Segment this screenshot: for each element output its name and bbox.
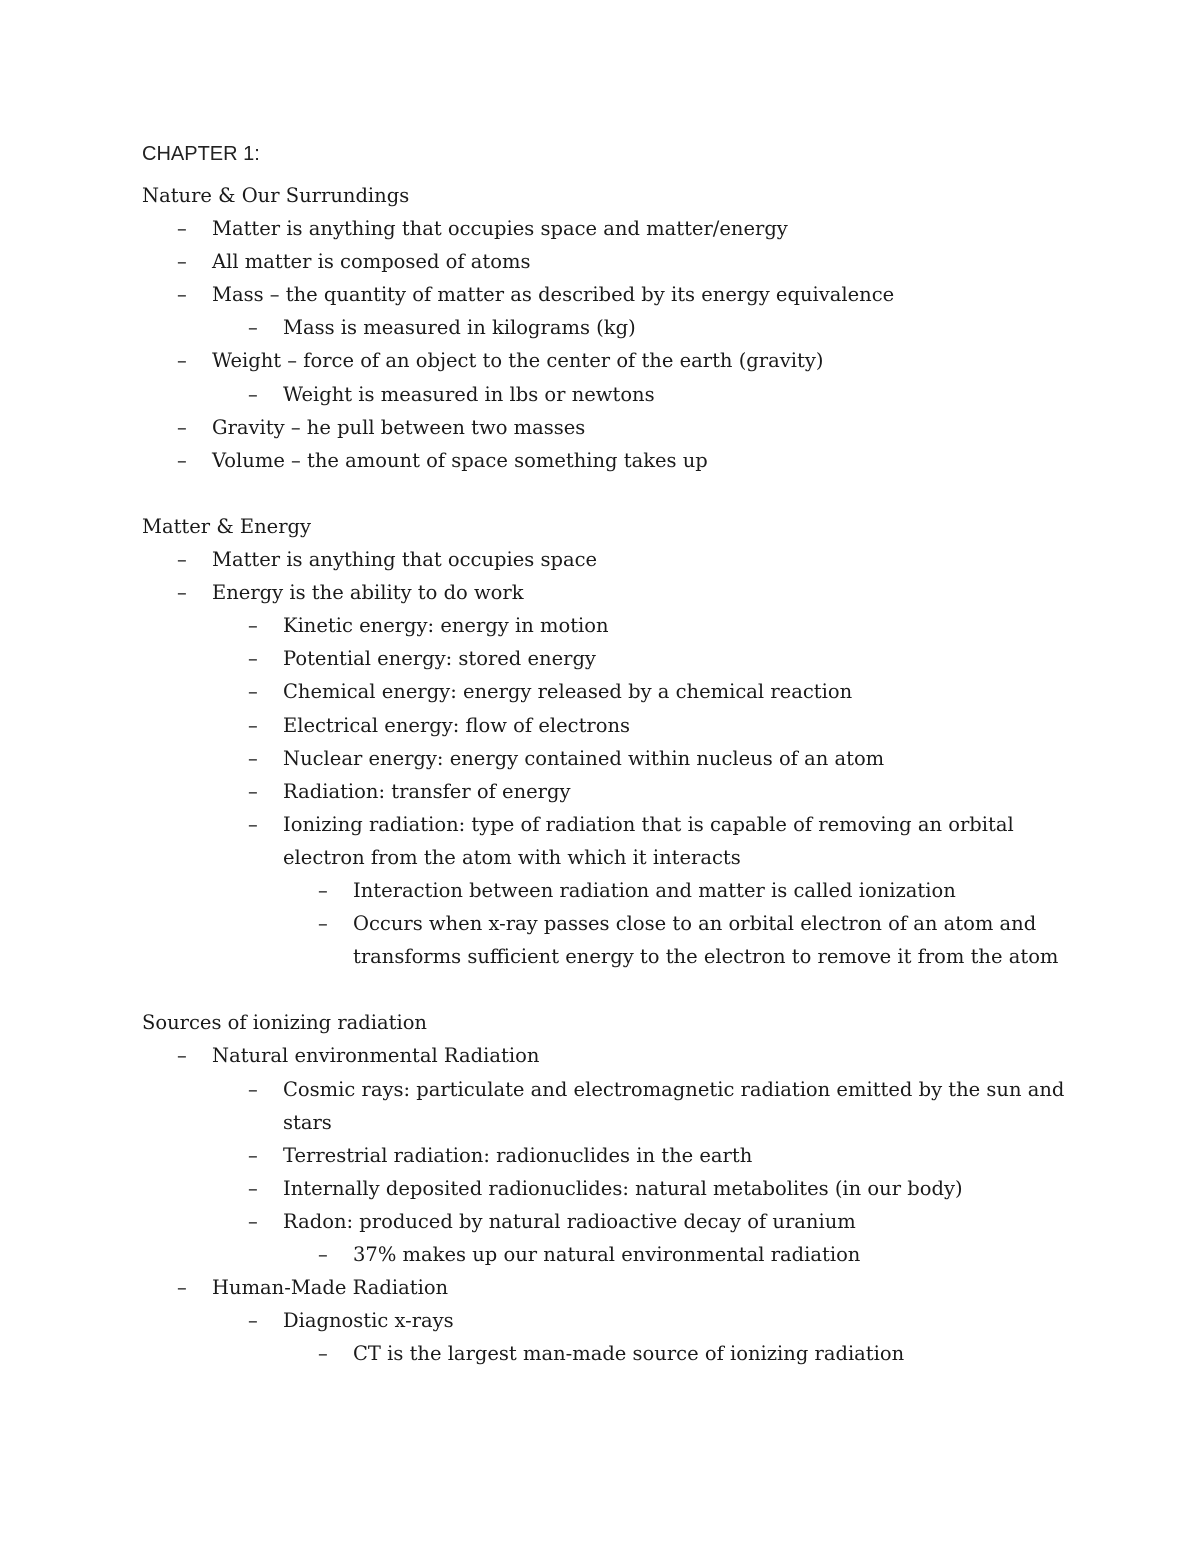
section-spacer	[142, 973, 1082, 1006]
dash-bullet-icon: –	[248, 1143, 258, 1167]
bullet-item	[142, 675, 1082, 708]
notes-section	[142, 510, 1082, 973]
bullet-text: Gravity – he pull between two masses	[212, 415, 586, 439]
dash-bullet-icon: –	[248, 614, 258, 638]
dash-bullet-icon: –	[177, 448, 187, 472]
bullet-item	[142, 411, 1082, 444]
dash-bullet-icon: –	[248, 1309, 258, 1333]
bullet-item	[142, 344, 1082, 377]
bullet-item	[142, 311, 1082, 344]
bullet-text: Matter is anything that occupies space	[212, 548, 598, 572]
notes-content	[142, 179, 1082, 1370]
dash-bullet-icon: –	[177, 217, 187, 241]
dash-bullet-icon: –	[318, 1243, 328, 1266]
dash-bullet-icon: –	[318, 1342, 328, 1366]
bullet-text: Natural environmental Radiation	[212, 1044, 540, 1068]
notes-section	[142, 179, 1082, 477]
bullet-item	[142, 212, 1082, 245]
bullet-text: Chemical energy: energy released by a chemical reaction	[283, 680, 853, 704]
bullet-text: CT is the largest man-made source of ionizing radiation	[353, 1342, 905, 1366]
dash-bullet-icon: –	[248, 812, 258, 836]
dash-bullet-icon: –	[177, 1044, 187, 1068]
bullet-item	[142, 709, 1082, 742]
bullet-item	[142, 642, 1082, 675]
dash-bullet-icon: –	[248, 779, 258, 803]
bullet-text: 37% makes up our natural environmental radiation	[353, 1243, 861, 1266]
dash-bullet-icon: –	[177, 548, 187, 572]
dash-bullet-icon: –	[177, 581, 187, 605]
dash-bullet-icon: –	[318, 878, 328, 902]
bullet-item	[142, 1304, 1082, 1337]
dash-bullet-icon: –	[248, 1209, 258, 1233]
dash-bullet-icon: –	[248, 746, 258, 770]
bullet-item	[142, 907, 1082, 973]
bullet-text: Weight is measured in lbs or newtons	[283, 382, 655, 406]
bullet-item	[142, 742, 1082, 775]
dash-bullet-icon: –	[248, 316, 258, 340]
dash-bullet-icon: –	[177, 283, 187, 307]
bullet-text: Internally deposited radionuclides: natural metabolites (in our body)	[283, 1176, 963, 1200]
dash-bullet-icon: –	[248, 647, 258, 671]
bullet-item	[142, 1139, 1082, 1172]
dash-bullet-icon: –	[248, 1077, 258, 1101]
bullet-item	[142, 1039, 1082, 1072]
bullet-item	[142, 808, 1082, 874]
bullet-item	[142, 576, 1082, 609]
bullet-text: All matter is composed of atoms	[212, 250, 531, 274]
bullet-text: Diagnostic x-rays	[283, 1309, 454, 1333]
dash-bullet-icon: –	[177, 415, 187, 439]
bullet-item	[142, 1073, 1082, 1139]
bullet-text: Human-Made Radiation	[212, 1276, 449, 1300]
section-heading: Nature & Our Surrundings	[142, 184, 410, 207]
bullet-item	[142, 278, 1082, 311]
section-spacer	[142, 477, 1082, 510]
bullet-item	[142, 1271, 1082, 1304]
bullet-item	[142, 775, 1082, 808]
bullet-text: Occurs when x-ray passes close to an orbital electron of an atom and transforms sufficient energy to the electron to remove it from the atom	[353, 912, 1059, 969]
bullet-text: Volume – the amount of space something takes up	[212, 448, 708, 472]
dash-bullet-icon: –	[318, 912, 328, 936]
bullet-item	[142, 543, 1082, 576]
bullet-item	[142, 609, 1082, 642]
notes-section	[142, 1006, 1082, 1370]
dash-bullet-icon: –	[177, 250, 187, 274]
bullet-text: Radiation: transfer of energy	[283, 779, 571, 803]
bullet-text: Ionizing radiation: type of radiation that is capable of removing an orbital electron from the atom with which it interacts	[283, 812, 1014, 869]
dash-bullet-icon: –	[177, 349, 187, 373]
bullet-text: Kinetic energy: energy in motion	[283, 614, 609, 638]
bullet-item	[142, 1205, 1082, 1238]
dash-bullet-icon: –	[248, 680, 258, 704]
bullet-text: Matter is anything that occupies space and matter/energy	[212, 217, 788, 241]
chapter-title: CHAPTER 1:	[142, 143, 260, 165]
bullet-text: Radon: produced by natural radioactive decay of uranium	[283, 1209, 856, 1233]
dash-bullet-icon: –	[248, 382, 258, 406]
bullet-text: Potential energy: stored energy	[283, 647, 596, 671]
dash-bullet-icon: –	[248, 1176, 258, 1200]
bullet-item	[142, 874, 1082, 907]
bullet-item	[142, 1337, 1082, 1370]
bullet-text: Nuclear energy: energy contained within nucleus of an atom	[283, 746, 885, 770]
bullet-item	[142, 245, 1082, 278]
bullet-text: Electrical energy: flow of electrons	[283, 713, 631, 737]
dash-bullet-icon: –	[177, 1276, 187, 1300]
bullet-item	[142, 444, 1082, 477]
bullet-item	[142, 1172, 1082, 1205]
section-heading: Matter & Energy	[142, 514, 312, 538]
bullet-item	[142, 378, 1082, 411]
bullet-item	[142, 1238, 1082, 1271]
bullet-text: Mass is measured in kilograms (kg)	[283, 316, 636, 340]
bullet-text: Energy is the ability to do work	[212, 581, 524, 605]
bullet-text: Terrestrial radiation: radionuclides in the earth	[283, 1143, 753, 1167]
section-heading: Sources of ionizing radiation	[142, 1011, 427, 1035]
bullet-text: Mass – the quantity of matter as described by its energy equivalence	[212, 283, 895, 307]
bullet-text: Interaction between radiation and matter is called ionization	[353, 878, 956, 902]
bullet-text: Weight – force of an object to the center of the earth (gravity)	[212, 349, 824, 373]
dash-bullet-icon: –	[248, 713, 258, 737]
bullet-text: Cosmic rays: particulate and electromagnetic radiation emitted by the sun and stars	[283, 1077, 1065, 1134]
